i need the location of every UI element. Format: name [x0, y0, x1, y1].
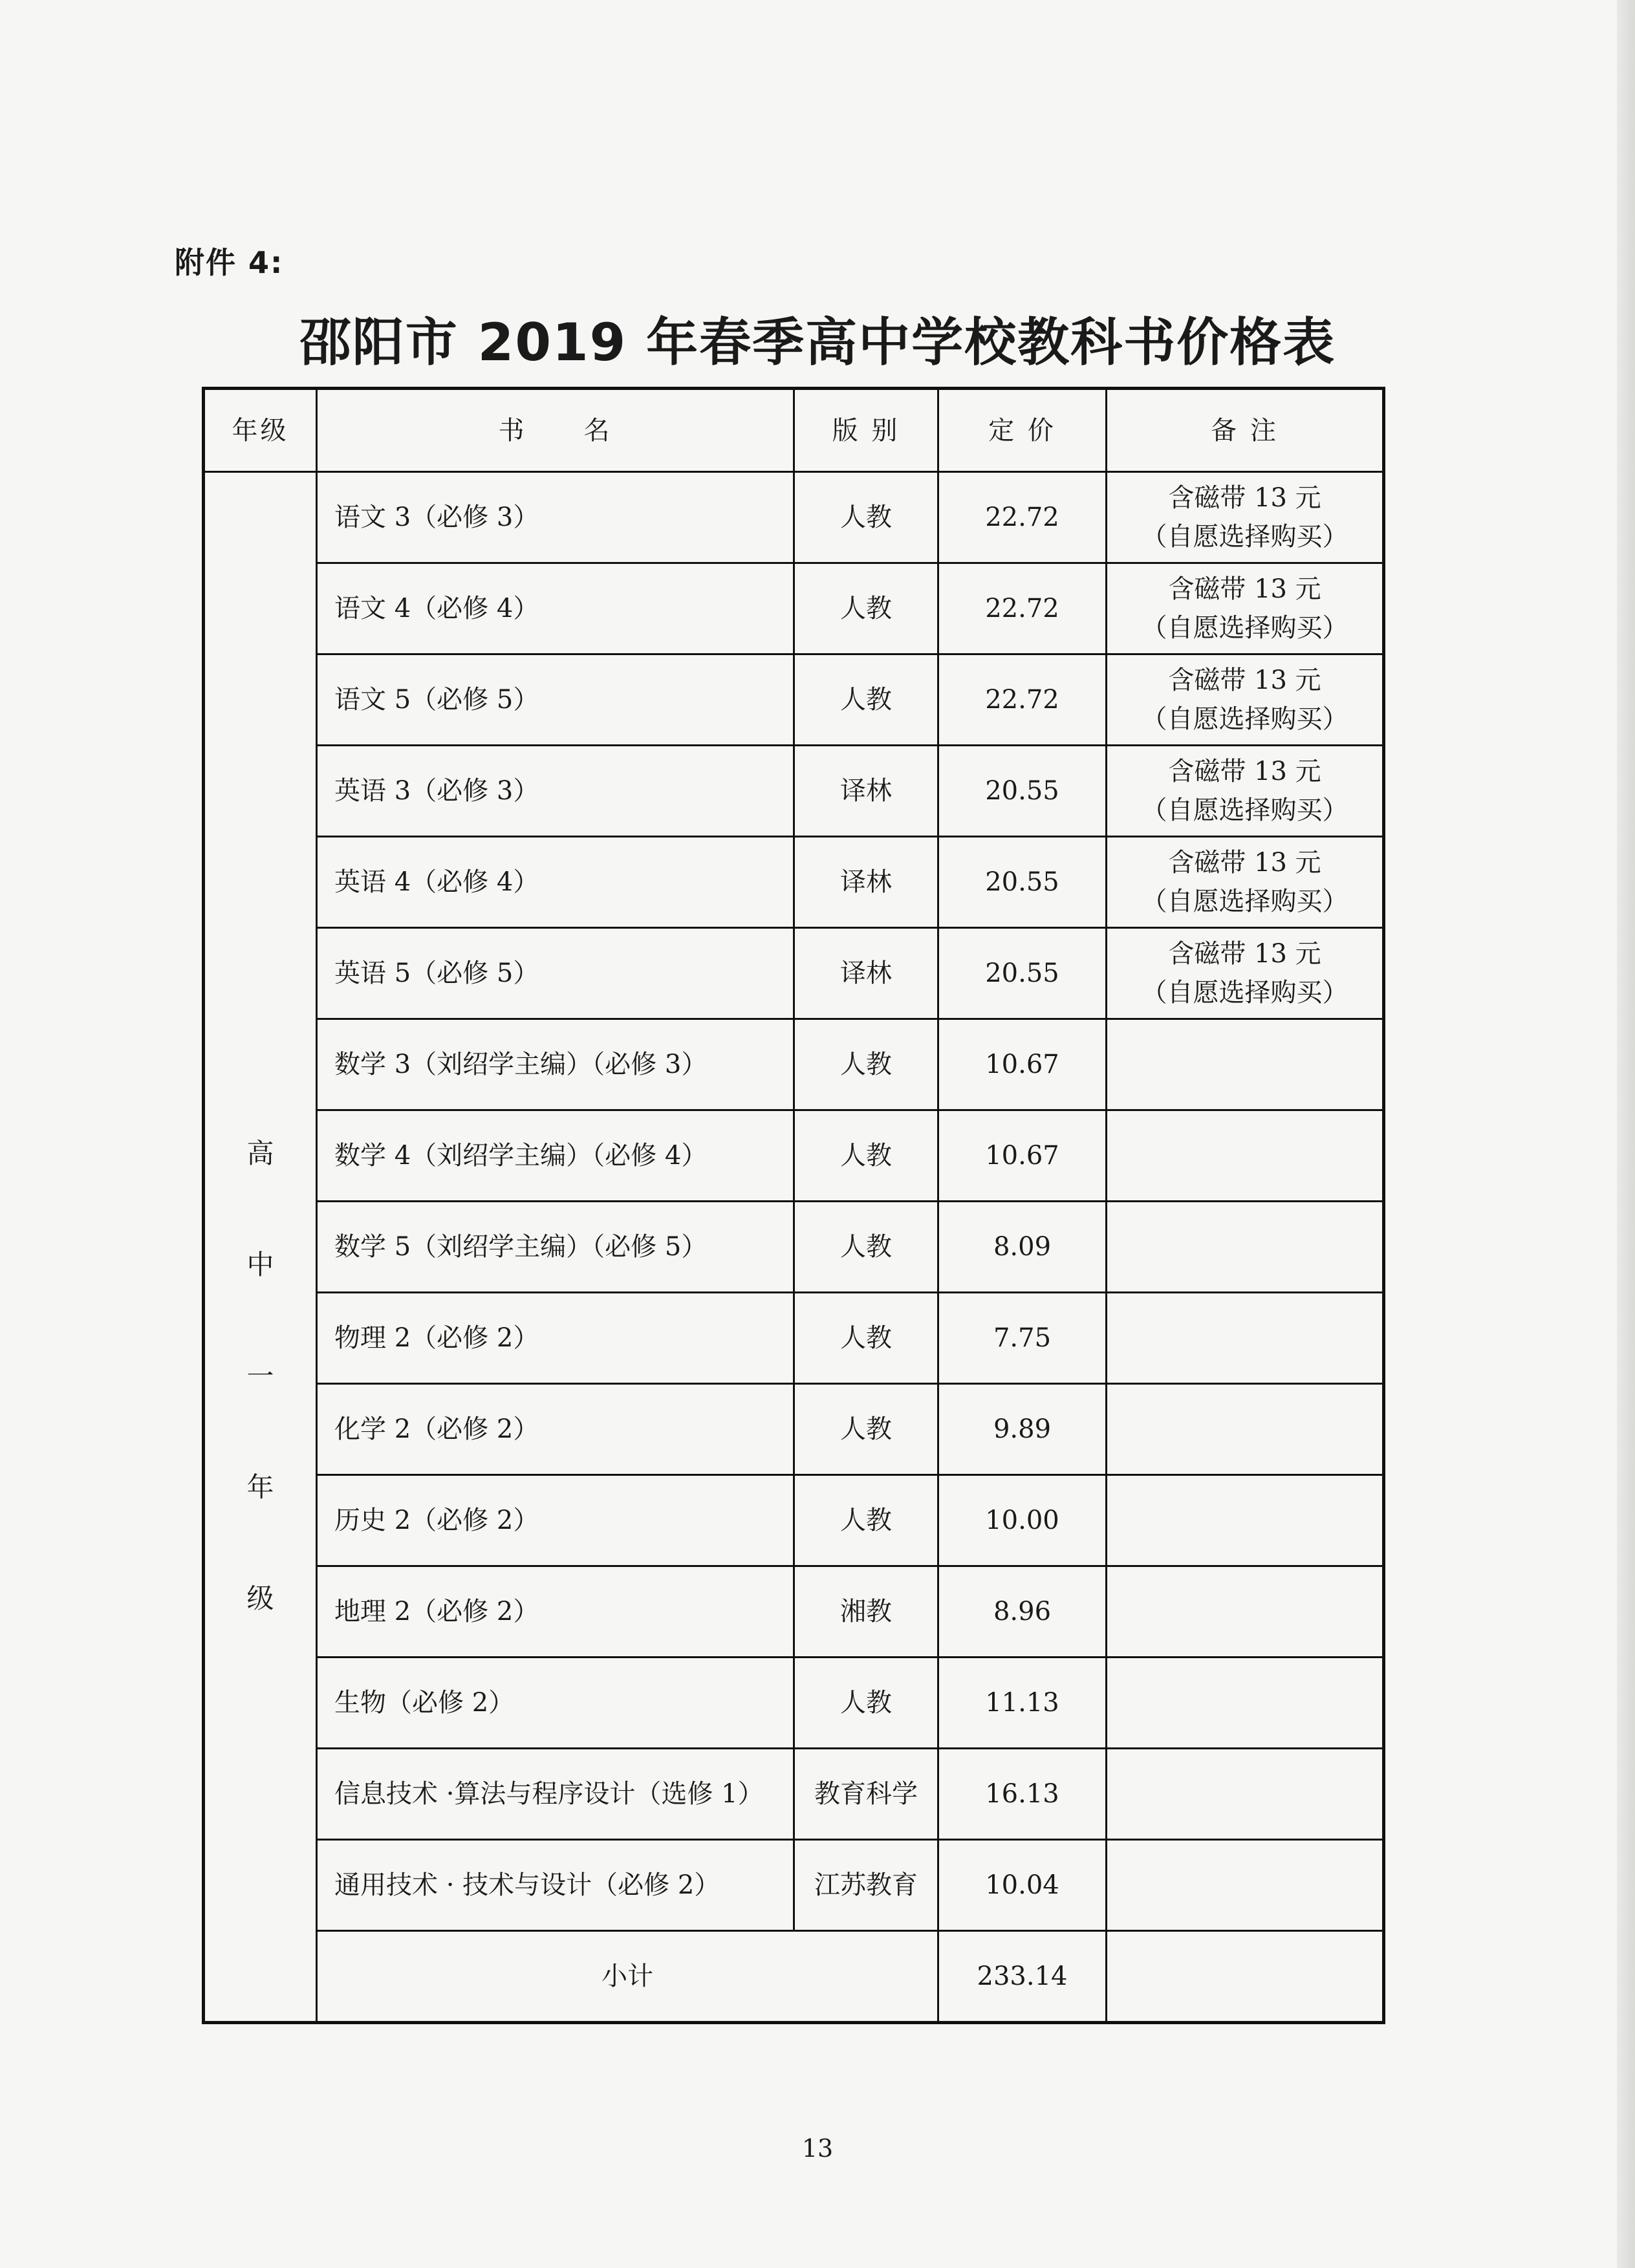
note-line: （自愿选择购买） — [1141, 522, 1348, 552]
table-row — [204, 1019, 1384, 1110]
book-name-cell: 数学 4（刘绍学主编）（必修 4） — [317, 1110, 794, 1202]
grade-char: 级 — [246, 1582, 274, 1614]
subtotal-row — [204, 1931, 1384, 2023]
subtotal-label: 小计 — [317, 1931, 938, 2023]
book-name-cell: 历史 2（必修 2） — [317, 1475, 794, 1566]
book-name-cell: 英语 5（必修 5） — [317, 928, 794, 1019]
note-line: 含磁带 13 元 — [1168, 757, 1321, 786]
table-row — [204, 1293, 1384, 1384]
edition-cell: 人教 — [794, 1019, 938, 1110]
book-name-cell: 通用技术 · 技术与设计（必修 2） — [317, 1840, 794, 1931]
subtotal-note — [1107, 1931, 1384, 2023]
note-line: （自愿选择购买） — [1141, 795, 1348, 825]
note-cell — [1107, 1293, 1384, 1384]
book-name-cell: 英语 3（必修 3） — [317, 746, 794, 837]
grade-char: 年 — [246, 1471, 274, 1503]
note-line: （自愿选择购买） — [1141, 978, 1348, 1008]
edition-cell: 译林 — [794, 837, 938, 928]
price-cell: 20.55 — [938, 837, 1107, 928]
edition-cell: 译林 — [794, 746, 938, 837]
note-cell — [1107, 928, 1384, 1019]
subtotal-value: 233.14 — [938, 1931, 1107, 2023]
note-cell — [1107, 746, 1384, 837]
book-name-cell: 语文 4（必修 4） — [317, 563, 794, 654]
book-name-cell: 地理 2（必修 2） — [317, 1566, 794, 1658]
price-cell: 20.55 — [938, 928, 1107, 1019]
book-name-cell: 英语 4（必修 4） — [317, 837, 794, 928]
edition-cell: 人教 — [794, 1202, 938, 1293]
price-cell: 10.00 — [938, 1475, 1107, 1566]
note-line: 含磁带 13 元 — [1168, 574, 1321, 604]
edition-cell: 人教 — [794, 654, 938, 746]
note-cell — [1107, 472, 1384, 563]
edition-cell: 江苏教育 — [794, 1840, 938, 1931]
table-header-row — [204, 389, 1384, 472]
table-row — [204, 1475, 1384, 1566]
table-row — [204, 1840, 1384, 1931]
note-line: （自愿选择购买） — [1141, 704, 1348, 734]
book-name-cell: 数学 3（刘绍学主编）（必修 3） — [317, 1019, 794, 1110]
header-edition: 版 别 — [794, 389, 938, 472]
edition-cell: 人教 — [794, 1658, 938, 1749]
edition-cell: 教育科学 — [794, 1749, 938, 1840]
table-row — [204, 1749, 1384, 1840]
grade-cell — [204, 472, 317, 2023]
book-name-cell: 数学 5（刘绍学主编）（必修 5） — [317, 1202, 794, 1293]
table-row — [204, 837, 1384, 928]
note-line: （自愿选择购买） — [1141, 887, 1348, 916]
price-cell: 20.55 — [938, 746, 1107, 837]
note-cell — [1107, 1384, 1384, 1475]
header-price: 定 价 — [938, 389, 1107, 472]
note-cell — [1107, 1658, 1384, 1749]
grade-char: 中 — [246, 1249, 274, 1280]
note-cell — [1107, 837, 1384, 928]
table-row — [204, 563, 1384, 654]
table-row — [204, 1658, 1384, 1749]
price-cell: 10.04 — [938, 1840, 1107, 1931]
table-row — [204, 928, 1384, 1019]
edition-cell: 译林 — [794, 928, 938, 1019]
price-cell: 7.75 — [938, 1293, 1107, 1384]
price-cell: 10.67 — [938, 1110, 1107, 1202]
table-row — [204, 1202, 1384, 1293]
note-line: （自愿选择购买） — [1141, 613, 1348, 643]
edition-cell: 湘教 — [794, 1566, 938, 1658]
header-grade: 年级 — [204, 389, 317, 472]
note-cell — [1107, 1749, 1384, 1840]
edition-cell: 人教 — [794, 563, 938, 654]
header-book: 书 名 — [317, 389, 794, 472]
note-cell — [1107, 563, 1384, 654]
note-line: 含磁带 13 元 — [1168, 483, 1321, 513]
edition-cell: 人教 — [794, 1293, 938, 1384]
edition-cell: 人教 — [794, 1110, 938, 1202]
note-cell — [1107, 1110, 1384, 1202]
note-line: 含磁带 13 元 — [1168, 665, 1321, 695]
price-cell: 22.72 — [938, 563, 1107, 654]
note-cell — [1107, 1566, 1384, 1658]
price-cell: 11.13 — [938, 1658, 1107, 1749]
edition-cell: 人教 — [794, 1475, 938, 1566]
price-cell: 9.89 — [938, 1384, 1107, 1475]
grade-char: 一 — [246, 1360, 274, 1392]
book-name-cell: 语文 3（必修 3） — [317, 472, 794, 563]
table-row — [204, 1566, 1384, 1658]
table-row — [204, 654, 1384, 746]
note-cell — [1107, 654, 1384, 746]
table-row — [204, 1384, 1384, 1475]
header-note: 备 注 — [1107, 389, 1384, 472]
note-cell — [1107, 1202, 1384, 1293]
book-name-cell: 信息技术 ·算法与程序设计（选修 1） — [317, 1749, 794, 1840]
edition-cell: 人教 — [794, 1384, 938, 1475]
table-row — [204, 746, 1384, 837]
book-name-cell: 生物（必修 2） — [317, 1658, 794, 1749]
table-row — [204, 472, 1384, 563]
book-name-cell: 物理 2（必修 2） — [317, 1293, 794, 1384]
price-cell: 10.67 — [938, 1019, 1107, 1110]
book-name-cell: 语文 5（必修 5） — [317, 654, 794, 746]
table-row — [204, 1110, 1384, 1202]
price-cell: 8.96 — [938, 1566, 1107, 1658]
document-title: 邵阳市 2019 年春季高中学校教科书价格表 — [299, 312, 1336, 373]
note-cell — [1107, 1019, 1384, 1110]
note-cell — [1107, 1840, 1384, 1931]
grade-char: 高 — [246, 1138, 274, 1169]
attachment-label: 附件 4: — [175, 245, 284, 280]
price-table — [202, 387, 1385, 2024]
price-cell: 16.13 — [938, 1749, 1107, 1840]
note-cell — [1107, 1475, 1384, 1566]
note-line: 含磁带 13 元 — [1168, 848, 1321, 878]
edition-cell: 人教 — [794, 472, 938, 563]
book-name-cell: 化学 2（必修 2） — [317, 1384, 794, 1475]
price-cell: 8.09 — [938, 1202, 1107, 1293]
price-cell: 22.72 — [938, 654, 1107, 746]
price-cell: 22.72 — [938, 472, 1107, 563]
page-number: 13 — [801, 2134, 834, 2163]
note-line: 含磁带 13 元 — [1168, 939, 1321, 969]
